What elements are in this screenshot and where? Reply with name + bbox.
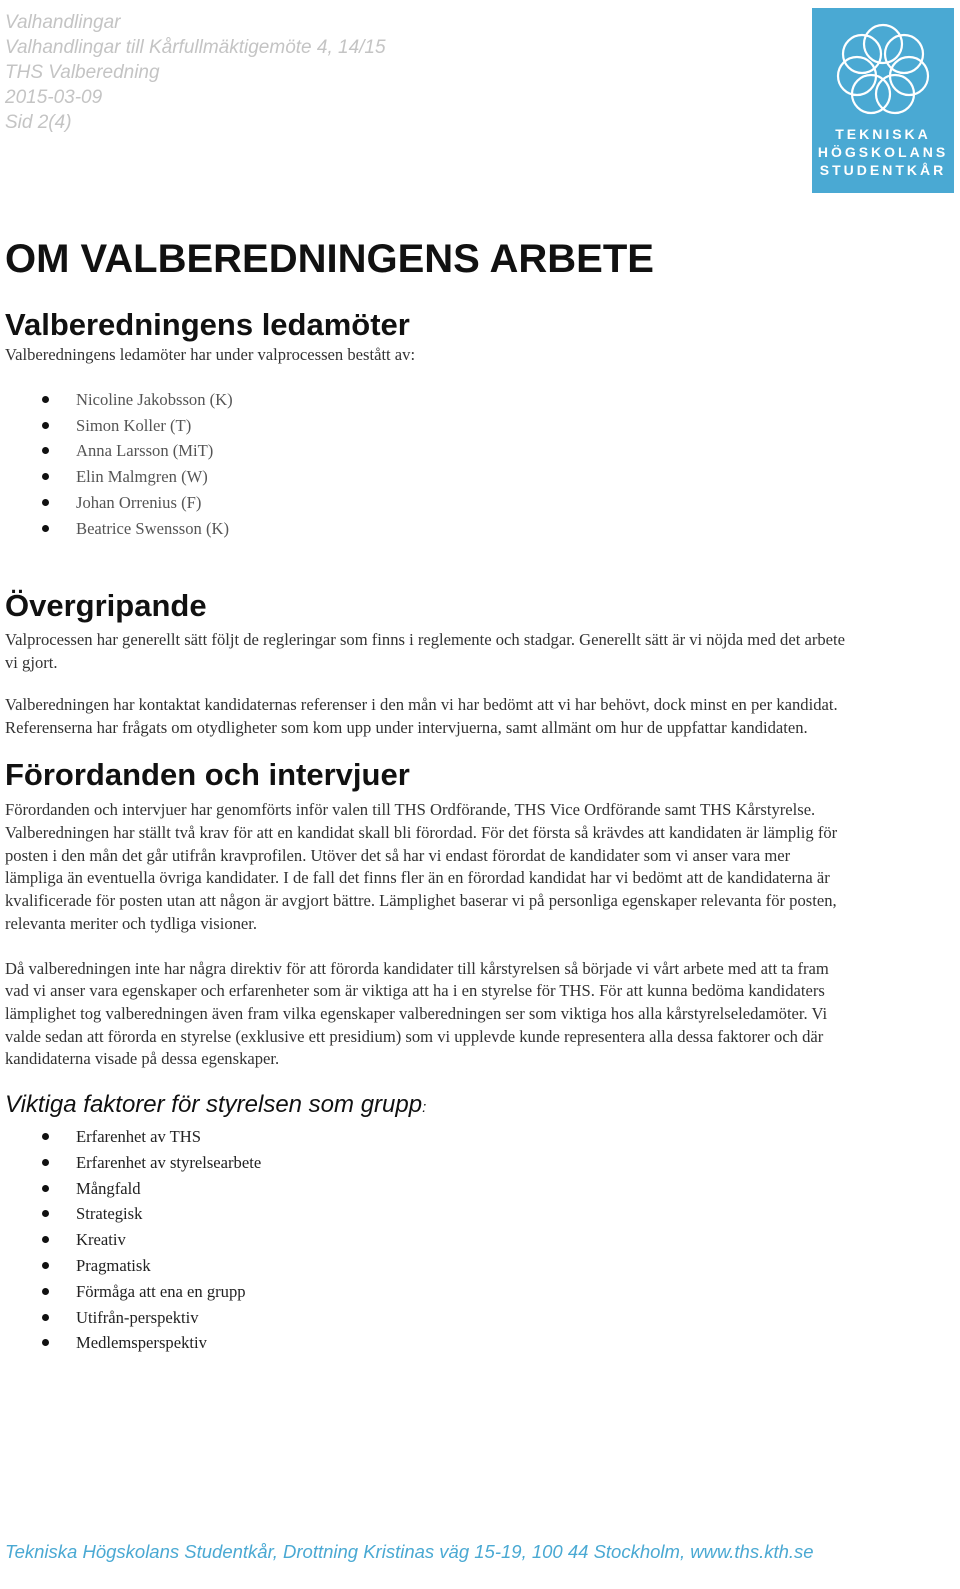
list-item: Pragmatisk — [5, 1253, 845, 1279]
rings-emblem-icon — [812, 8, 954, 123]
document-header — [5, 10, 386, 135]
interviews-paragraph-2: Då valberedningen inte har några direktiv för att förorda kandidater till kårstyrelsen så började vi vårt arbete med att ta fram vad vi anser vara egenskaper och erfarenheter som är viktiga att ha i en styrelse för THS. För att kunna bedöma kandidaters lämplighet tog valberedningen även fram vilka egenskaper valberedningen ser som viktiga hos alla kårstyrelseledamöter. Vi valde sedan att förorda en styrelse (exklusive ett presidium) som vi upplevde kunde representera alla dessa faktorer och där kandidaterna visade på dessa egenskaper. — [5, 958, 829, 1069]
list-item: Nicoline Jakobsson (K) — [5, 387, 845, 413]
list-item: Strategisk — [5, 1201, 845, 1227]
factors-heading-text: Viktiga faktorer för styrelsen som grupp — [5, 1091, 423, 1119]
list-item: Erfarenhet av THS — [5, 1124, 845, 1150]
list-item: Medlemsperspektiv — [5, 1330, 845, 1356]
list-item: Erfarenhet av styrelsearbete — [5, 1150, 845, 1176]
list-item: Kreativ — [5, 1227, 845, 1253]
list-item: Beatrice Swensson (K) — [5, 516, 845, 542]
interviews-heading: Förordanden och intervjuer — [5, 757, 410, 793]
logo-wordmark — [812, 125, 954, 179]
list-item: Anna Larsson (MiT) — [5, 438, 845, 464]
page-title: OM VALBEREDNINGENS ARBETE — [5, 237, 654, 281]
list-item: Mångfald — [5, 1176, 845, 1202]
interviews-paragraph-1: Förordanden och intervjuer har genomförts inför valen till THS Ordförande, THS Vice Ordförande samt THS Kårstyrelse. Valberedningen har ställt två krav för att en kandidat skall bli förordad. För det första så krävdes att kandidaten är lämplig för posten i den mån det går utifrån kravprofilen. Utöver det så har vi endast förordat de kandidater som vi anser vara mer lämpliga än eventuella övriga kandidater. I de fall det finns fler än en förordad kandidat har vi bedömt att de kandidaterna är kvalificerade för posten utan att någon är avgjort bättre. Lämplighet baserar vi på personliga egenskaper relevanta för posten, relevanta meriter och tydliga visioner. — [5, 800, 838, 933]
factors-list — [5, 1124, 845, 1356]
overview-paragraph-2: Valberedningen har kontaktat kandidaternas referenser i den mån vi har bedömt att vi har behövt, dock minst en per kandidat. Referenserna har frågats om otydligheter som kom upp under intervjuerna, samt allmänt om hur de uppfattar kandidaten. — [5, 694, 838, 737]
logo-text-line-1: TEKNISKA — [835, 126, 931, 142]
factors-heading-colon: : — [422, 1099, 427, 1117]
header-date: 2015-03-09 — [5, 87, 103, 108]
overview-paragraph-1: Valprocessen har generellt sätt följt de regleringar som finns i reglemente och stadgar. Generellt sätt är vi nöjda med det arbete vi gjort. — [5, 630, 845, 673]
header-category: Valhandlingar — [5, 12, 121, 33]
header-author: THS Valberedning — [5, 62, 160, 83]
list-item: Förmåga att ena en grupp — [5, 1279, 845, 1305]
list-item: Simon Koller (T) — [5, 413, 845, 439]
logo-text-line-2: HÖGSKOLANS — [817, 144, 949, 160]
ths-logo — [812, 8, 954, 193]
header-page-number: Sid 2(4) — [5, 112, 72, 133]
header-document-title: Valhandlingar till Kårfullmäktigemöte 4, 14/15 — [5, 37, 386, 58]
document-body — [5, 234, 845, 1356]
logo-text-line-3: STUDENTKÅR — [819, 162, 947, 178]
list-item: Utifrån-perspektiv — [5, 1305, 845, 1331]
members-heading: Valberedningens ledamöter — [5, 307, 410, 342]
factors-heading — [5, 1089, 845, 1124]
members-list — [5, 387, 845, 542]
list-item: Elin Malmgren (W) — [5, 464, 845, 490]
footer-address: Tekniska Högskolans Studentkår, Drottning Kristinas väg 15-19, 100 44 Stockholm, www.ths.kth.se — [5, 1541, 814, 1562]
members-intro: Valberedningens ledamöter har under valprocessen bestått av: — [5, 345, 416, 364]
overview-heading: Övergripande — [5, 588, 207, 624]
list-item: Johan Orrenius (F) — [5, 490, 845, 516]
